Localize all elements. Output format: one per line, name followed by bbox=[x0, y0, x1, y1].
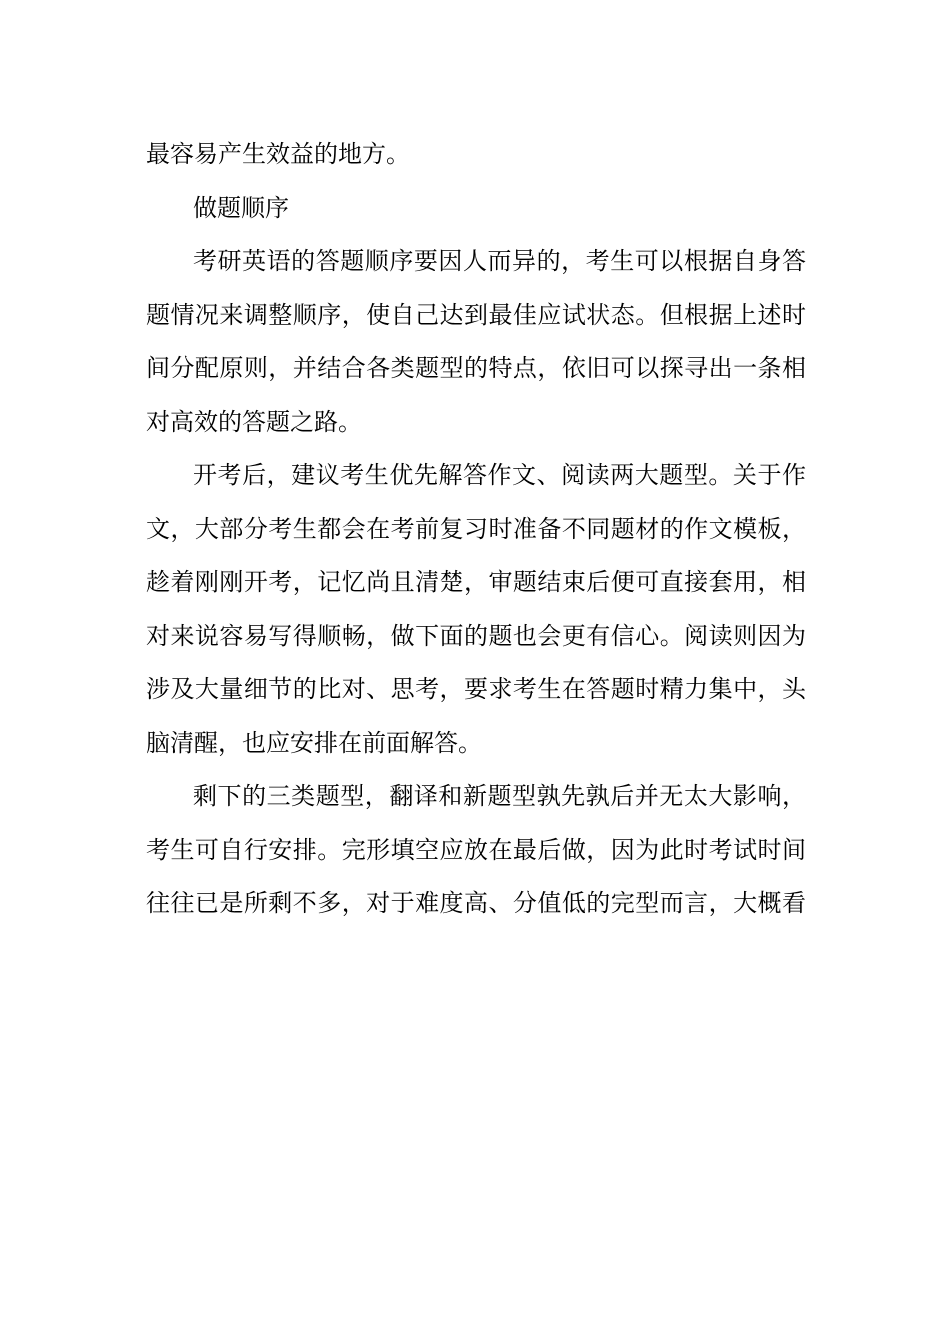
text-line: 文，大部分考生都会在考前复习时准备不同题材的作文模板， bbox=[146, 514, 806, 543]
text-line: 开考后，建议考生优先解答作文、阅读两大题型。关于作 bbox=[193, 461, 806, 489]
text-line: 脑清醒，也应安排在前面解答。 bbox=[146, 728, 482, 757]
text-line: 考生可自行安排。完形填空应放在最后做，因为此时考试时间 bbox=[146, 835, 806, 864]
document-body bbox=[146, 128, 806, 931]
text-line: 题情况来调整顺序，使自己达到最佳应试状态。但根据上述时 bbox=[146, 300, 806, 329]
text-line: 对高效的答题之路。 bbox=[146, 407, 362, 436]
text-line: 最容易产生效益的地方。 bbox=[146, 140, 410, 168]
text-line: 涉及大量细节的比对、思考，要求考生在答题时精力集中，头 bbox=[146, 675, 806, 703]
text-line: 对来说容易写得顺畅，做下面的题也会更有信心。阅读则因为 bbox=[146, 621, 806, 650]
text-line: 往往已是所剩不多，对于难度高、分值低的完型而言，大概看 bbox=[146, 889, 806, 917]
section-heading: 做题顺序 bbox=[193, 193, 289, 222]
text-line: 考研英语的答题顺序要因人而异的，考生可以根据自身答 bbox=[193, 247, 806, 275]
text-line: 剩下的三类题型，翻译和新题型孰先孰后并无太大影响， bbox=[193, 782, 806, 810]
text-line: 间分配原则，并结合各类题型的特点，依旧可以探寻出一条相 bbox=[146, 354, 806, 382]
text-line: 趁着刚刚开考，记忆尚且清楚，审题结束后便可直接套用，相 bbox=[146, 568, 806, 596]
